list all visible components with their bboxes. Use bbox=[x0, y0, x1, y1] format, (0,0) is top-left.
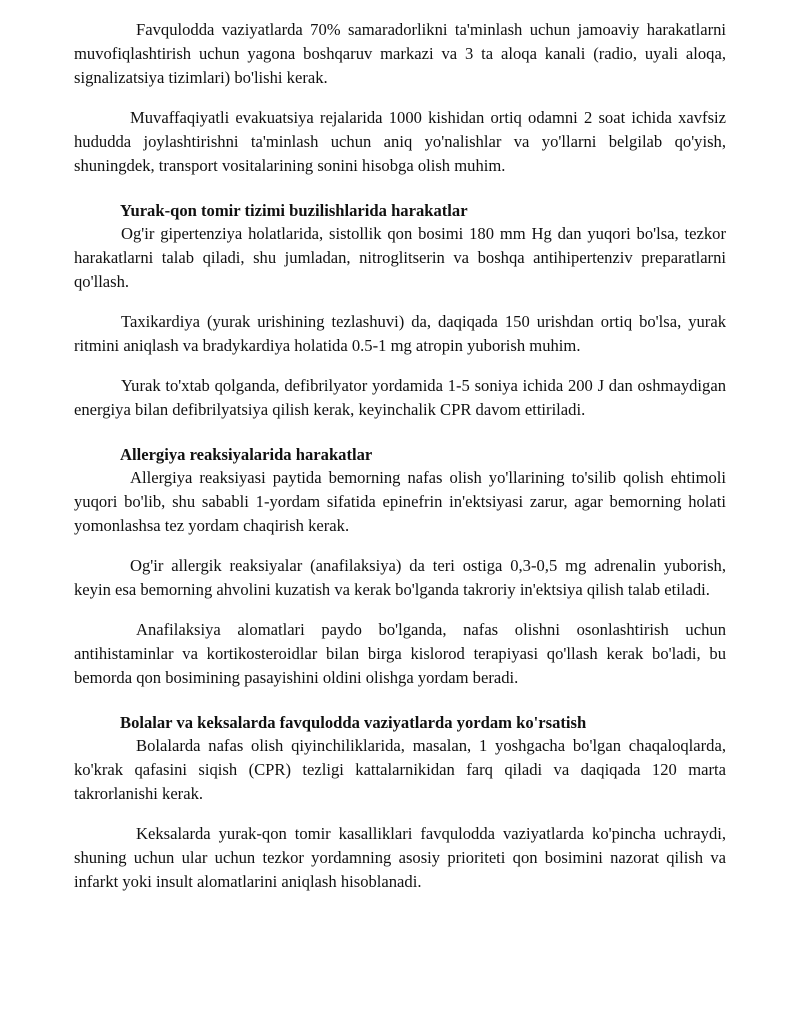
paragraph-allergy-airway: Allergiya reaksiyasi paytida bemorning nafas olish yo'llarining to'silib qolish ehtimoli yuqori bo'lib, shu sababli 1-yordam sifatida epinefrin in'ektsiyasi zarur, agar bemorning holati yomonlashsa tez yordam chaqirish kerak. bbox=[74, 468, 726, 535]
document-page bbox=[74, 18, 726, 894]
heading-allergy: Allergiya reaksiyalarida harakatlar bbox=[120, 445, 373, 464]
paragraph-anaphylaxis-therapy: Anafilaksiya alomatlari paydo bo'lganda, nafas olishni osonlashtirish uchun antihistaminlar va kortikosteroidlar bilan birga kislorod terapiyasi qo'llash kerak bo'ladi, bu bemorda qon bosimining pasayishini oldini olishga yordam beradi. bbox=[74, 620, 726, 687]
paragraph-children-cpr: Bolalarda nafas olish qiyinchiliklarida, masalan, 1 yoshgacha bo'lgan chaqaloqlarda, ko'krak qafasini siqish (CPR) tezligi kattalarnikidan farq qiladi va daqiqada 120 marta takrorlanishi kerak. bbox=[74, 736, 726, 803]
paragraph-tachycardia: Taxikardiya (yurak urishining tezlashuvi) da, daqiqada 150 urishdan ortiq bo'lsa, yurak ritmini aniqlash va bradykardiya holatida 0.5-1 mg atropin yuborish muhim. bbox=[74, 312, 726, 355]
paragraph-evacuation: Muvaffaqiyatli evakuatsiya rejalarida 1000 kishidan ortiq odamni 2 soat ichida xavfsiz hududda joylashtirishni ta'minlash uchun aniq yo'nalishlar va yo'llarni belgilab qo'yish, shuningdek, transport vositalarining sonini hisobga olish muhim. bbox=[74, 108, 726, 175]
paragraph-coordination: Favqulodda vaziyatlarda 70% samaradorlikni ta'minlash uchun jamoaviy harakatlarni muvofiqlashtirish uchun yagona boshqaruv markazi va 3 ta aloqa kanali (radio, uyali aloqa, signalizatsiya tizimlari) bo'lishi kerak. bbox=[74, 20, 726, 87]
paragraph-anaphylaxis-adrenaline: Og'ir allergik reaksiyalar (anafilaksiya) da teri ostiga 0,3-0,5 mg adrenalin yuborish, keyin esa bemorning ahvolini kuzatish va kerak bo'lganda takroriy in'ektsiya qilish talab etiladi. bbox=[74, 556, 726, 599]
heading-cardiovascular: Yurak-qon tomir tizimi buzilishlarida harakatlar bbox=[120, 201, 468, 220]
paragraph-defibrillation: Yurak to'xtab qolganda, defibrilyator yordamida 1-5 soniya ichida 200 J dan oshmaydigan energiya bilan defibrilyatsiya qilish kerak, keyinchalik CPR davom ettiriladi. bbox=[74, 376, 726, 419]
paragraph-elderly: Keksalarda yurak-qon tomir kasalliklari favqulodda vaziyatlarda ko'pincha uchraydi, shuning uchun ular uchun tezkor yordamning asosiy prioriteti qon bosimini nazorat qilish va infarkt yoki insult alomatlarini aniqlash hisoblanadi. bbox=[74, 824, 726, 891]
heading-children-elderly: Bolalar va keksalarda favqulodda vaziyatlarda yordam ko'rsatish bbox=[120, 713, 587, 732]
paragraph-hypertension: Og'ir gipertenziya holatlarida, sistollik qon bosimi 180 mm Hg dan yuqori bo'lsa, tezkor harakatlarni talab qiladi, shu jumladan, nitroglitserin va boshqa antihipertenziv preparatlarni qo'llash. bbox=[74, 224, 726, 291]
